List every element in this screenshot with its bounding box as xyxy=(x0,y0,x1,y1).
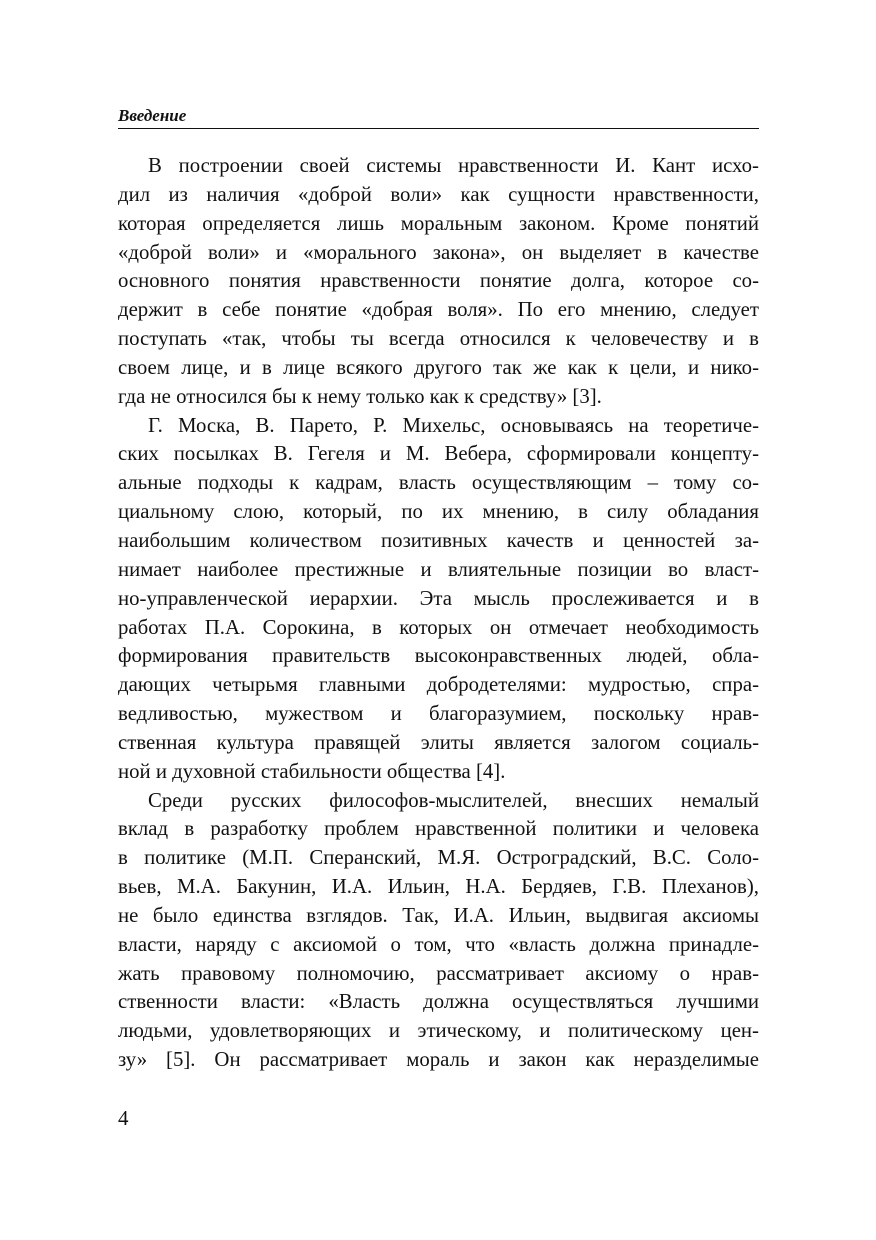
text-line: дил из наличия «доброй воли» как сущности нравственности, xyxy=(118,182,759,206)
body-text xyxy=(118,152,759,1075)
text-line: жать правовому полномочию, рассматривает аксиому о нрав- xyxy=(118,961,759,985)
page-number: 4 xyxy=(118,1106,129,1130)
text-line: «доброй воли» и «морального закона», он выделяет в качестве xyxy=(118,240,759,264)
text-line: вьев, М.А. Бакунин, И.А. Ильин, Н.А. Бердяев, Г.В. Плеханов), xyxy=(118,875,759,899)
text-line: которая определяется лишь моральным законом. Кроме понятий xyxy=(118,211,759,235)
text-line: основного понятия нравственности понятие долга, которое со- xyxy=(118,269,759,293)
text-line: держит в себе понятие «добрая воля». По его мнению, следует xyxy=(118,298,759,322)
text-line: ственная культура правящей элиты является залогом социаль- xyxy=(118,730,759,754)
text-line: поступать «так, чтобы ты всегда относился к человечеству и в xyxy=(118,327,759,351)
text-line: власти, наряду с аксиомой о том, что «власть должна принадле- xyxy=(118,932,759,956)
text-line: работах П.А. Сорокина, в которых он отмечает необходимость xyxy=(118,615,759,639)
running-header xyxy=(118,106,759,129)
text-line: но-управленческой иерархии. Эта мысль прослеживается и в xyxy=(118,586,759,610)
text-line: зу» [5]. Он рассматривает мораль и закон как неразделимые xyxy=(118,1048,759,1072)
text-line: альные подходы к кадрам, власть осуществляющим – тому со- xyxy=(118,471,759,495)
running-title: Введение xyxy=(118,106,187,125)
text-line: ведливостью, мужеством и благоразумием, поскольку нрав- xyxy=(118,702,759,726)
text-line: Среди русских философов-мыслителей, внесших немалый xyxy=(148,788,759,812)
text-line: гда не относился бы к нему только как к средству» [3]. xyxy=(118,384,602,408)
text-line: наибольшим количеством позитивных качеств и ценностей за- xyxy=(118,528,759,552)
text-line: В построении своей системы нравственности И. Кант исхо- xyxy=(148,154,759,177)
text-line: людьми, удовлетворяющих и этическому, и политическому цен- xyxy=(118,1019,759,1043)
text-line: вклад в разработку проблем нравственной политики и человека xyxy=(118,817,759,841)
text-line: ной и духовной стабильности общества [4]. xyxy=(118,759,506,783)
text-line: нимает наиболее престижные и влиятельные позиции во власт- xyxy=(118,557,759,581)
text-line: формирования правительств высоконравственных людей, обла- xyxy=(118,644,759,668)
text-line: циальному слою, который, по их мнению, в силу обладания xyxy=(118,500,759,524)
text-line: ственности власти: «Власть должна осуществляться лучшими xyxy=(118,990,759,1014)
text-line: не было единства взглядов. Так, И.А. Ильин, выдвигая аксиомы xyxy=(118,903,759,927)
text-line: Г. Моска, В. Парето, Р. Михельс, основываясь на теоретиче- xyxy=(148,413,759,437)
text-line: в политике (М.П. Сперанский, М.Я. Остроградский, В.С. Соло- xyxy=(118,846,759,870)
text-line: ских посылках В. Гегеля и М. Вебера, сформировали концепту- xyxy=(118,442,759,466)
text-line: своем лице, и в лице всякого другого так же как к цели, и нико- xyxy=(118,355,759,379)
text-line: дающих четырьмя главными добродетелями: мудростью, спра- xyxy=(118,673,759,697)
